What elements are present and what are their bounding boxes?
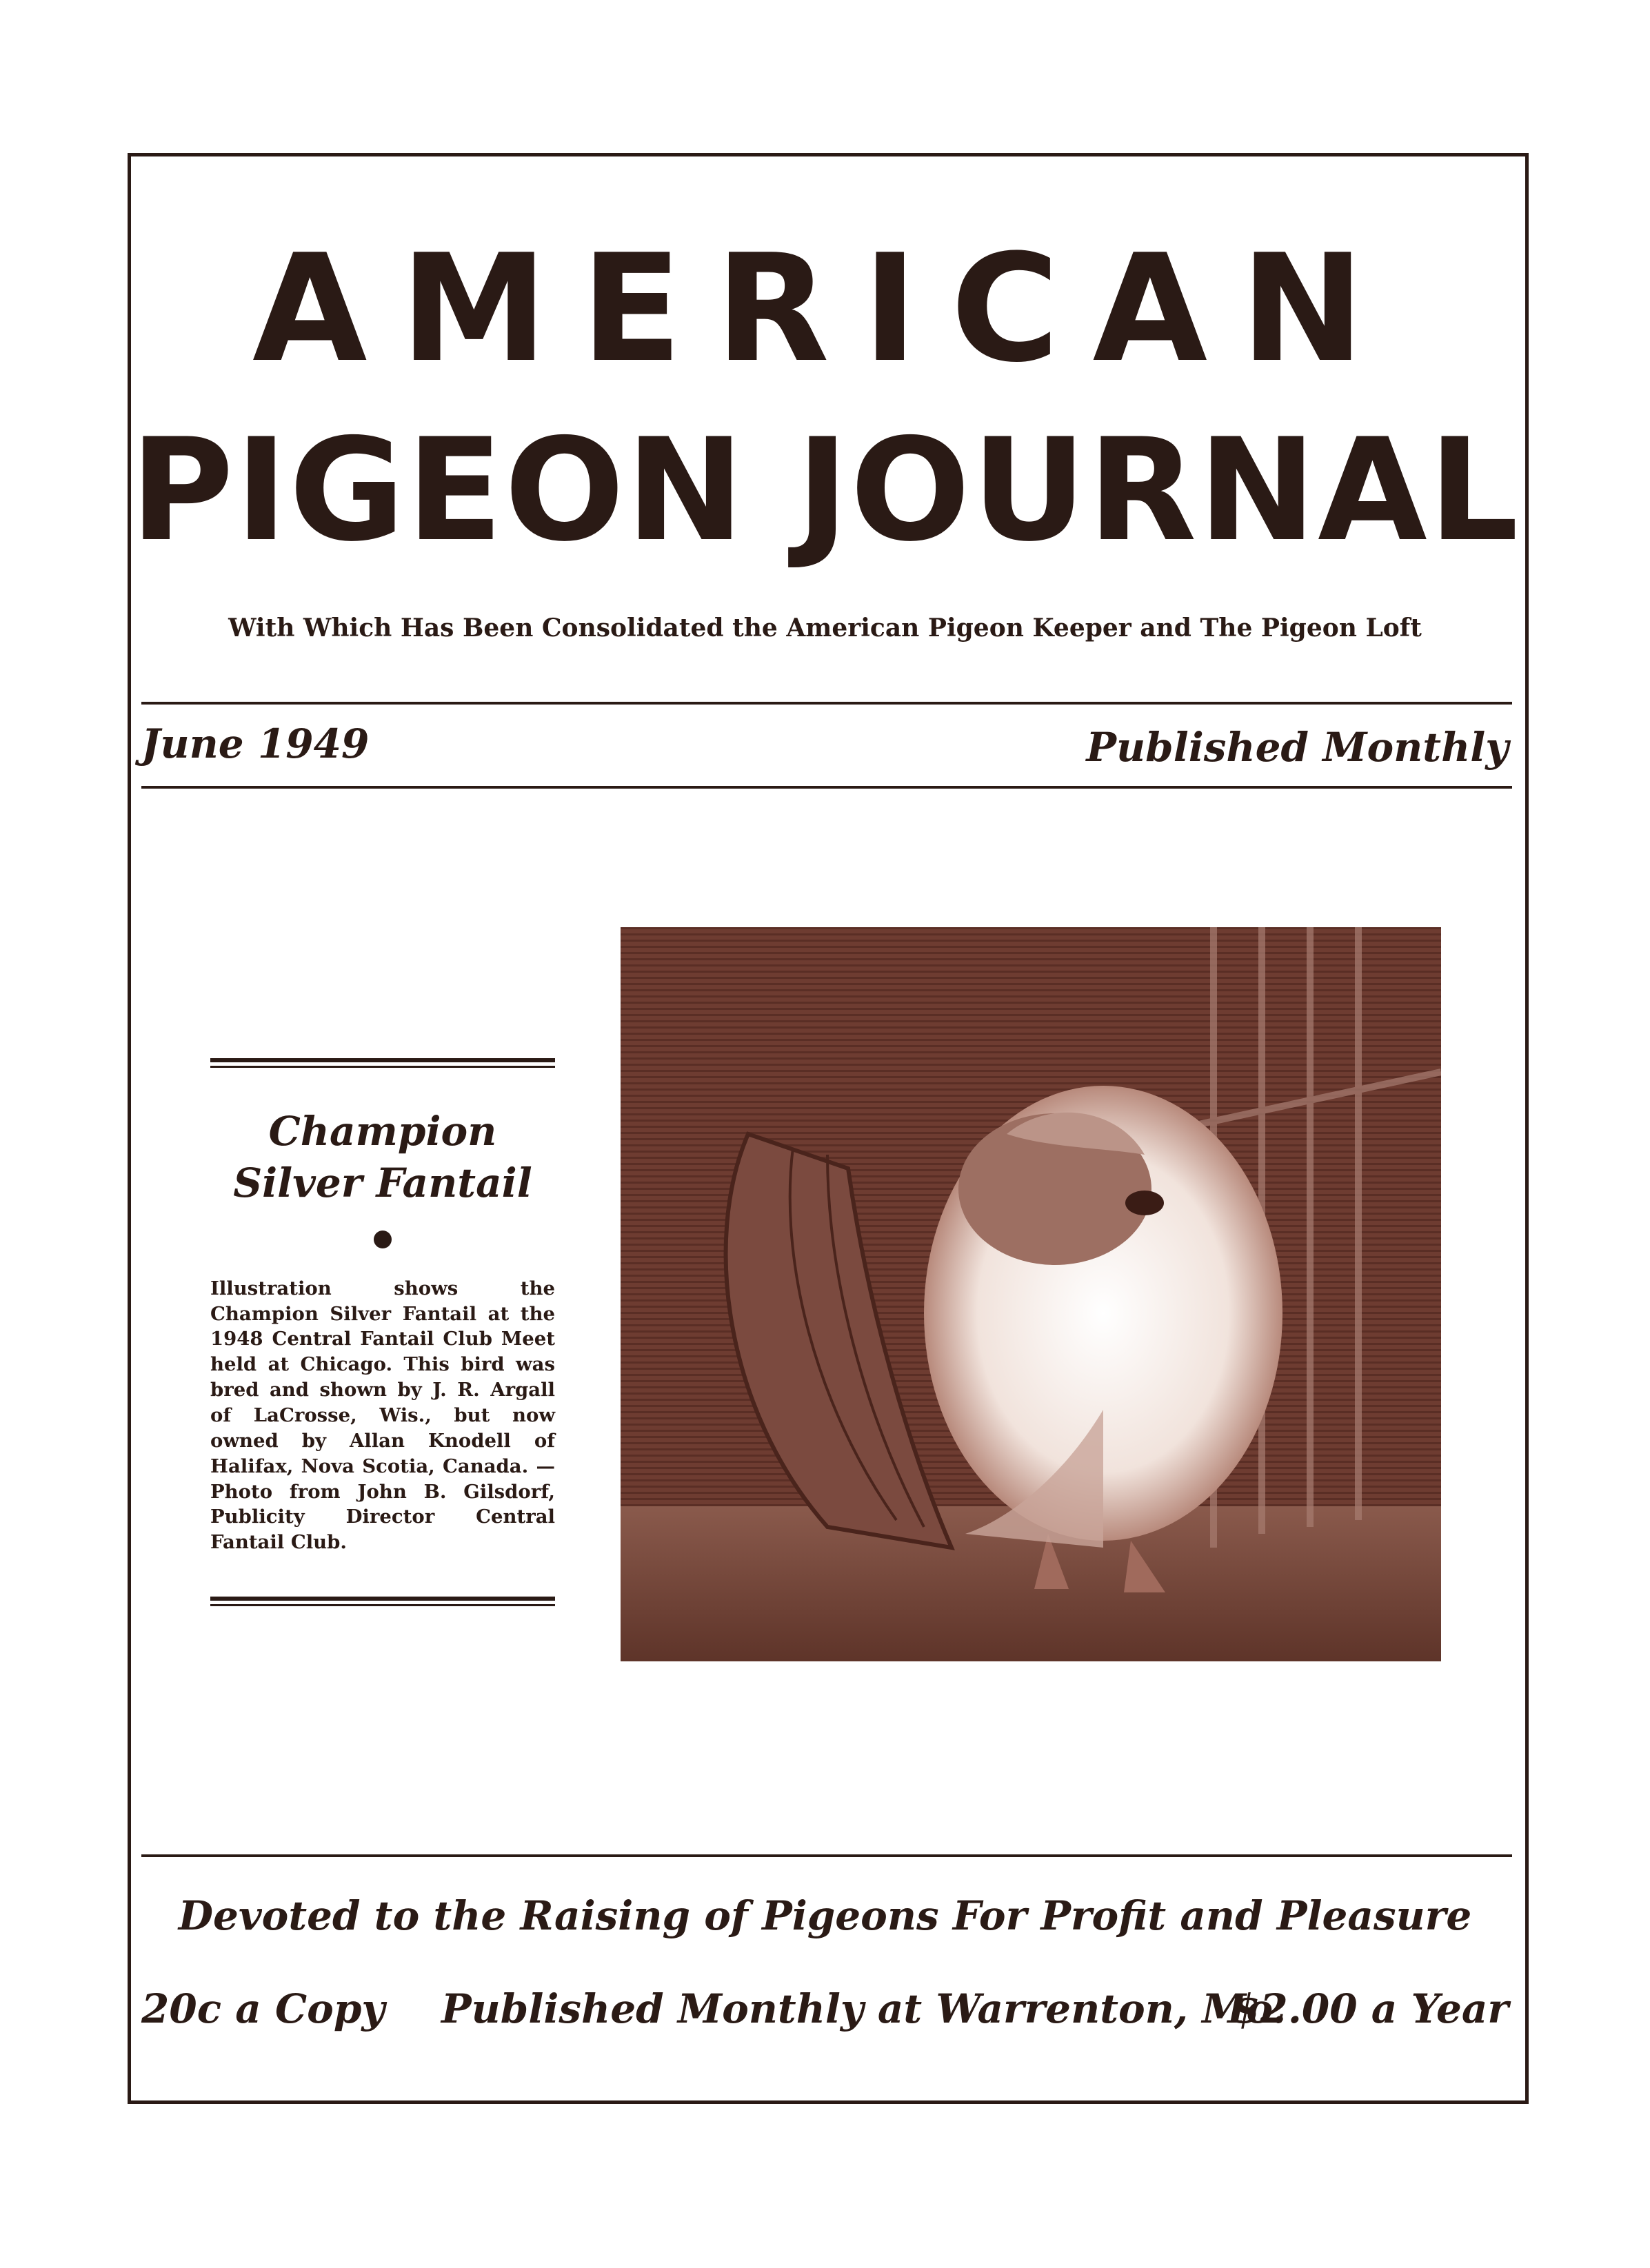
feature-title <box>210 1106 555 1210</box>
feature-title-line2: Silver Fantail <box>233 1160 532 1207</box>
issue-frequency: Published Monthly <box>1086 724 1509 771</box>
bottom-rule <box>141 1854 1512 1857</box>
masthead-american: AMERICAN <box>252 222 1398 395</box>
publisher-line: Published Monthly at Warrenton, Mo. <box>441 1985 1287 2032</box>
date-rule <box>141 786 1512 789</box>
bullet-dot <box>374 1231 392 1248</box>
price-per-year: $2.00 a Year <box>1232 1985 1509 2032</box>
masthead-pigeon-journal: PIGEON JOURNAL <box>130 409 1520 573</box>
consolidated-subtitle: With Which Has Been Consolidated the American Pigeon Keeper and The Pigeon Loft <box>228 614 1422 642</box>
issue-date: June 1949 <box>141 720 370 767</box>
price-per-copy: 20c a Copy <box>141 1985 385 2032</box>
tagline: Devoted to the Raising of Pigeons For Profit and Pleasure <box>178 1892 1472 1939</box>
feature-caption-box <box>210 1058 555 1606</box>
caption-top-rule <box>210 1058 555 1068</box>
top-rule <box>141 702 1512 705</box>
feature-caption: Illustration shows the Champion Silver Fantail at the 1948 Central Fantail Club Meet held at Chicago. This bird was bred and shown by J. R. Argall of LaCrosse, Wis., but now owned by Allan Knodell of Halifax, Nova Scotia, Canada. — Photo from John B. Gilsdorf, Publicity Director Central Fantail Club. <box>210 1277 555 1554</box>
feature-title-line1: Champion <box>268 1108 497 1155</box>
caption-bottom-rule <box>210 1597 555 1606</box>
fantail-pigeon-photo <box>621 927 1441 1661</box>
